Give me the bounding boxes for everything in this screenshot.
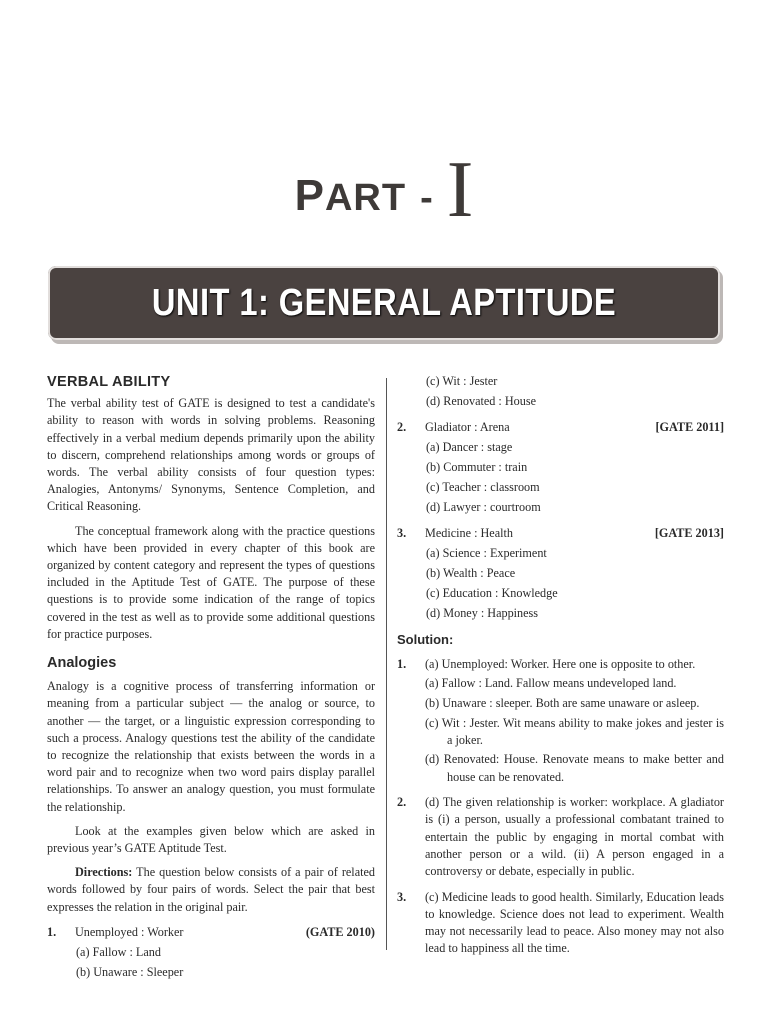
- question-2-source: [GATE 2011]: [655, 420, 724, 435]
- solution-3: [397, 889, 724, 960]
- question-2-stem: Gladiator : Arena: [425, 420, 510, 435]
- question-1-option-d: (d) Renovated : House: [426, 394, 536, 408]
- directions-label: Directions:: [75, 865, 133, 880]
- column-divider: [386, 378, 387, 950]
- question-3-option-a: (a) Science : Experiment: [426, 546, 547, 561]
- question-1: [47, 924, 375, 941]
- solution-3-number: 3.: [397, 889, 407, 904]
- solution-1-line-b: (a) Fallow : Land. Fallow means undeveloped land.: [425, 676, 677, 691]
- solution-2-text: (d) The given relationship is worker: workplace. A gladiator is (i) a person, usually a professional combatant trained to entertain the public by engaging in mortal combat with another person or a wild. (ii) A person engaged in a controversy or debate, especially in public.: [425, 795, 724, 878]
- solution-2: [397, 794, 724, 882]
- solution-3-text: (c) Medicine leads to good health. Similarly, Education leads to knowledge. Science does not lead to experiment. Wealth may not necessarily lead to peace. Also money may not also lead to happiness all the time.: [425, 889, 724, 956]
- directions-paragraph: [47, 864, 375, 916]
- analogies-paragraph-1: Analogy is a cognitive process of transferring information or meaning from a particular subject — the analog or source, to another — the target, or a linguistic expression corresponding to such a process. Analogy questions test the ability of the candidate to recognize the relationship that exists between the words in a word pair and to recognize when two word pairs display parallel relationships. To answer an analogy question, you must formulate the relationship.: [47, 679, 375, 814]
- part-title: [0, 145, 768, 236]
- question-1-option-a: (a) Fallow : Land: [76, 944, 161, 959]
- unit-title: UNIT 1: GENERAL APTITUDE: [151, 282, 617, 324]
- question-2-option-b: (b) Commuter : train: [426, 460, 528, 475]
- verbal-paragraph-1: The verbal ability test of GATE is designed to test a candidate's ability to reason with words in solving problems. Reasoning effectively in a verbal medium depends primarily upon the ability to discern, comprehend relationships among words or groups of words. The verbal ability consists of four question types: Analogies, Antonyms/ Synonyms, Sentence Completion, and Critical Reasoning.: [47, 396, 375, 514]
- question-3-source: [GATE 2013]: [654, 526, 724, 541]
- unit-banner: [48, 266, 720, 340]
- solution-1-line-e: (d) Renovated: House. Renovate means to make better and house can be renovated.: [425, 752, 724, 784]
- question-1-option-b: (b) Unaware : Sleeper: [76, 964, 184, 979]
- solution-1: [397, 656, 724, 788]
- right-column: [397, 372, 724, 960]
- solution-1-line-c: (b) Unaware : sleeper. Both are same unaware or asleep.: [425, 696, 700, 710]
- part-roman-numeral: I: [446, 146, 474, 234]
- question-3-option-d: (d) Money : Happiness: [426, 606, 539, 621]
- analogies-paragraph-2: Look at the examples given below which are asked in previous year’s GATE Aptitude Test.: [47, 823, 375, 856]
- question-3-option-c: (c) Education : Knowledge: [426, 586, 558, 601]
- question-2-number: 2.: [397, 420, 407, 435]
- question-2-option-c: (c) Teacher : classroom: [426, 480, 540, 495]
- question-3-stem: Medicine : Health: [425, 526, 513, 541]
- solution-1-number: 1.: [397, 656, 407, 671]
- part-dash: -: [420, 177, 433, 219]
- question-1-source: (GATE 2010): [305, 924, 375, 939]
- left-column: [47, 372, 375, 981]
- question-1-stem: Unemployed : Worker: [75, 924, 184, 939]
- solution-2-number: 2.: [397, 795, 407, 810]
- question-3-option-b: (b) Wealth : Peace: [426, 566, 516, 581]
- question-3: [397, 525, 724, 542]
- solution-1-line-d: (c) Wit : Jester. Wit means ability to make jokes and jester is a joker.: [425, 715, 724, 747]
- directions-text: The question below consists of a pair of related words followed by four pairs of words. Select the pair that best expresses the relation in the original pair.: [47, 865, 375, 914]
- question-3-number: 3.: [397, 526, 407, 541]
- verbal-ability-heading: VERBAL ABILITY: [47, 374, 171, 390]
- question-2-option-d: (d) Lawyer : courtroom: [426, 500, 541, 515]
- question-2: [397, 419, 724, 436]
- analogies-heading: Analogies: [47, 655, 117, 672]
- question-2-option-a: (a) Dancer : stage: [426, 440, 513, 455]
- question-1-option-c: (c) Wit : Jester: [426, 374, 498, 388]
- verbal-paragraph-2: The conceptual framework along with the practice questions which have been provided in every chapter of this book are organized by content category and represent the types of questions included in the Aptitude Test of GATE. The purpose of these questions is to provide some indication of the range of topics covered in the test as well as to provide some additional questions for practice purposes.: [47, 523, 375, 641]
- solution-1-line-a: (a) Unemployed: Worker. Here one is opposite to other.: [425, 656, 696, 671]
- question-1-number: 1.: [47, 924, 57, 939]
- solution-heading: Solution:: [397, 631, 454, 647]
- part-word: PART: [294, 171, 407, 220]
